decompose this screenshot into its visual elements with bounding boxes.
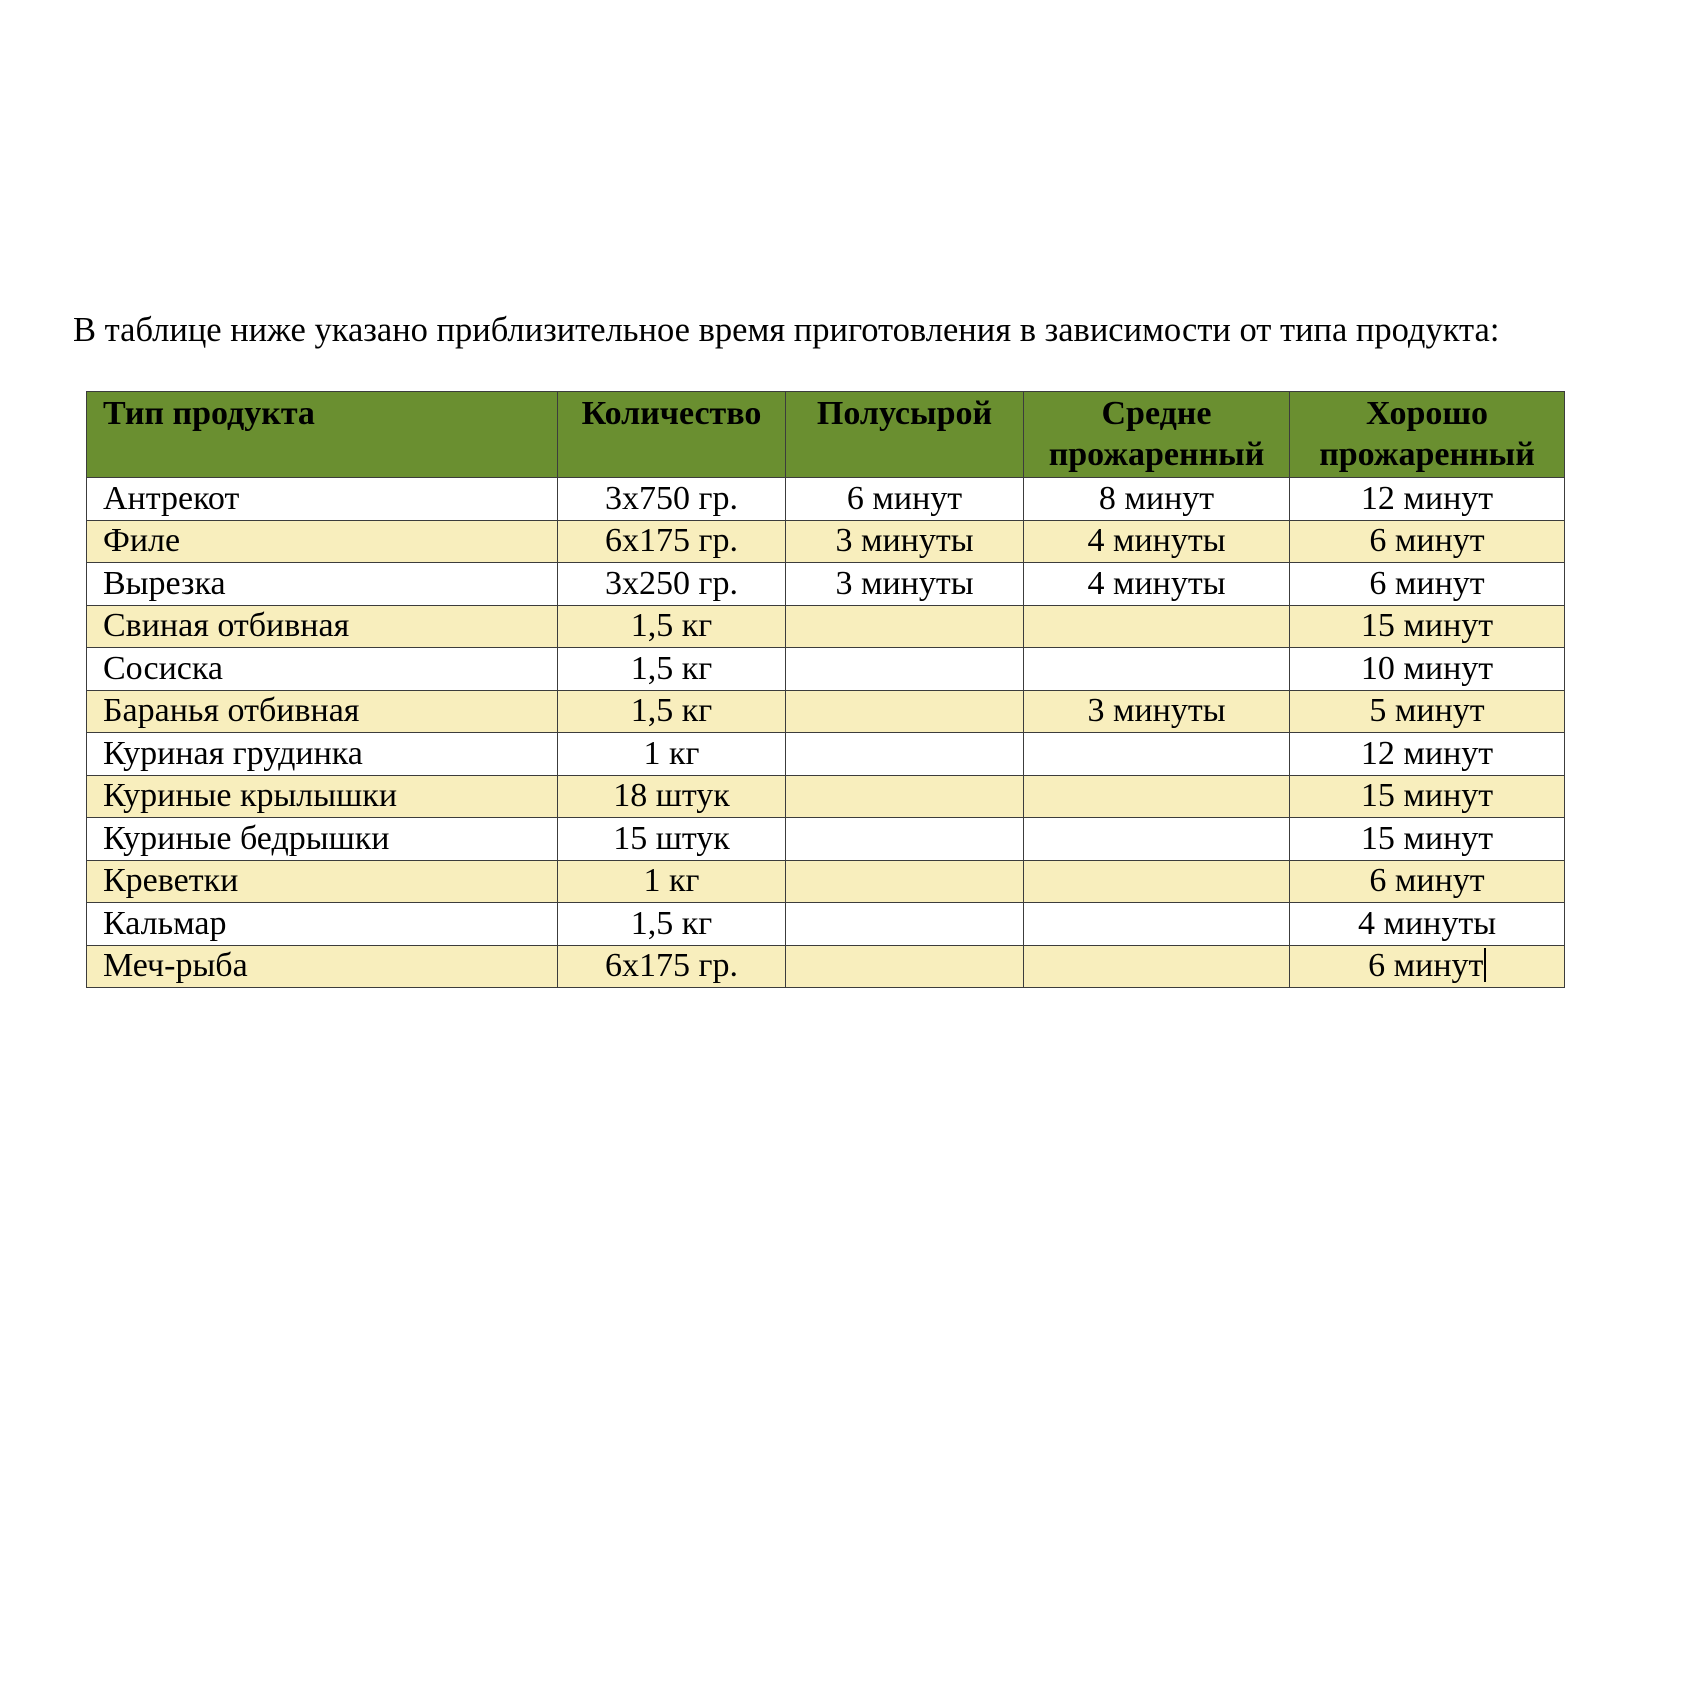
quantity-cell: 18 штук	[558, 775, 786, 818]
intro-paragraph: В таблице ниже указано приблизительное время приготовления в зависимости от типа продукта:	[73, 311, 1500, 349]
well-done-cell: 15 минут	[1290, 605, 1565, 648]
product-type-cell: Меч-рыба	[87, 945, 558, 988]
header-product-type: Тип продукта	[87, 392, 558, 478]
medium-cell: 4 минуты	[1024, 520, 1290, 563]
rare-cell	[786, 648, 1024, 691]
product-type-cell: Куриные крылышки	[87, 775, 558, 818]
quantity-cell: 6x175 гр.	[558, 945, 786, 988]
medium-cell	[1024, 733, 1290, 776]
rare-cell	[786, 903, 1024, 946]
medium-cell	[1024, 860, 1290, 903]
table-row	[87, 860, 1565, 903]
cooking-time-table	[86, 391, 1565, 988]
quantity-cell: 3x250 гр.	[558, 563, 786, 606]
header-quantity: Количество	[558, 392, 786, 478]
medium-cell	[1024, 903, 1290, 946]
quantity-cell: 15 штук	[558, 818, 786, 861]
header-row	[87, 392, 1565, 478]
medium-cell	[1024, 775, 1290, 818]
medium-cell: 4 минуты	[1024, 563, 1290, 606]
medium-cell: 8 минут	[1024, 478, 1290, 521]
rare-cell: 3 минуты	[786, 563, 1024, 606]
table-row	[87, 648, 1565, 691]
quantity-cell: 3x750 гр.	[558, 478, 786, 521]
table-row	[87, 690, 1565, 733]
well-done-cell: 4 минуты	[1290, 903, 1565, 946]
well-done-cell: 6 минут	[1290, 563, 1565, 606]
table-row	[87, 478, 1565, 521]
table-header	[87, 392, 1565, 478]
quantity-cell: 1 кг	[558, 733, 786, 776]
product-type-cell: Креветки	[87, 860, 558, 903]
header-well-done: Хорошо прожаренный	[1290, 392, 1565, 478]
well-done-cell: 10 минут	[1290, 648, 1565, 691]
well-done-cell: 15 минут	[1290, 818, 1565, 861]
medium-cell	[1024, 605, 1290, 648]
table-row	[87, 733, 1565, 776]
product-type-cell: Антрекот	[87, 478, 558, 521]
quantity-cell: 1,5 кг	[558, 605, 786, 648]
text-cursor	[1484, 948, 1486, 982]
rare-cell	[786, 733, 1024, 776]
medium-cell	[1024, 648, 1290, 691]
well-done-cell: 12 минут	[1290, 733, 1565, 776]
table-row	[87, 520, 1565, 563]
well-done-cell: 6 минут	[1290, 860, 1565, 903]
table-body	[87, 478, 1565, 988]
product-type-cell: Баранья отбивная	[87, 690, 558, 733]
quantity-cell: 1 кг	[558, 860, 786, 903]
rare-cell: 3 минуты	[786, 520, 1024, 563]
header-medium: Средне прожаренный	[1024, 392, 1290, 478]
header-rare: Полусырой	[786, 392, 1024, 478]
quantity-cell: 1,5 кг	[558, 903, 786, 946]
rare-cell	[786, 818, 1024, 861]
product-type-cell: Свиная отбивная	[87, 605, 558, 648]
product-type-cell: Сосиска	[87, 648, 558, 691]
rare-cell	[786, 605, 1024, 648]
medium-cell: 3 минуты	[1024, 690, 1290, 733]
rare-cell	[786, 860, 1024, 903]
quantity-cell: 6x175 гр.	[558, 520, 786, 563]
table-row	[87, 903, 1565, 946]
rare-cell	[786, 690, 1024, 733]
product-type-cell: Куриные бедрышки	[87, 818, 558, 861]
rare-cell	[786, 945, 1024, 988]
product-type-cell: Филе	[87, 520, 558, 563]
table-row	[87, 563, 1565, 606]
table-row	[87, 605, 1565, 648]
table-row	[87, 945, 1565, 988]
quantity-cell: 1,5 кг	[558, 648, 786, 691]
well-done-cell: 5 минут	[1290, 690, 1565, 733]
product-type-cell: Кальмар	[87, 903, 558, 946]
well-done-cell: 6 минут	[1290, 520, 1565, 563]
rare-cell: 6 минут	[786, 478, 1024, 521]
table-row	[87, 818, 1565, 861]
well-done-cell: 12 минут	[1290, 478, 1565, 521]
product-type-cell: Вырезка	[87, 563, 558, 606]
medium-cell	[1024, 818, 1290, 861]
product-type-cell: Куриная грудинка	[87, 733, 558, 776]
quantity-cell: 1,5 кг	[558, 690, 786, 733]
table-row	[87, 775, 1565, 818]
well-done-cell: 15 минут	[1290, 775, 1565, 818]
well-done-cell: 6 минут	[1290, 945, 1565, 988]
medium-cell	[1024, 945, 1290, 988]
rare-cell	[786, 775, 1024, 818]
